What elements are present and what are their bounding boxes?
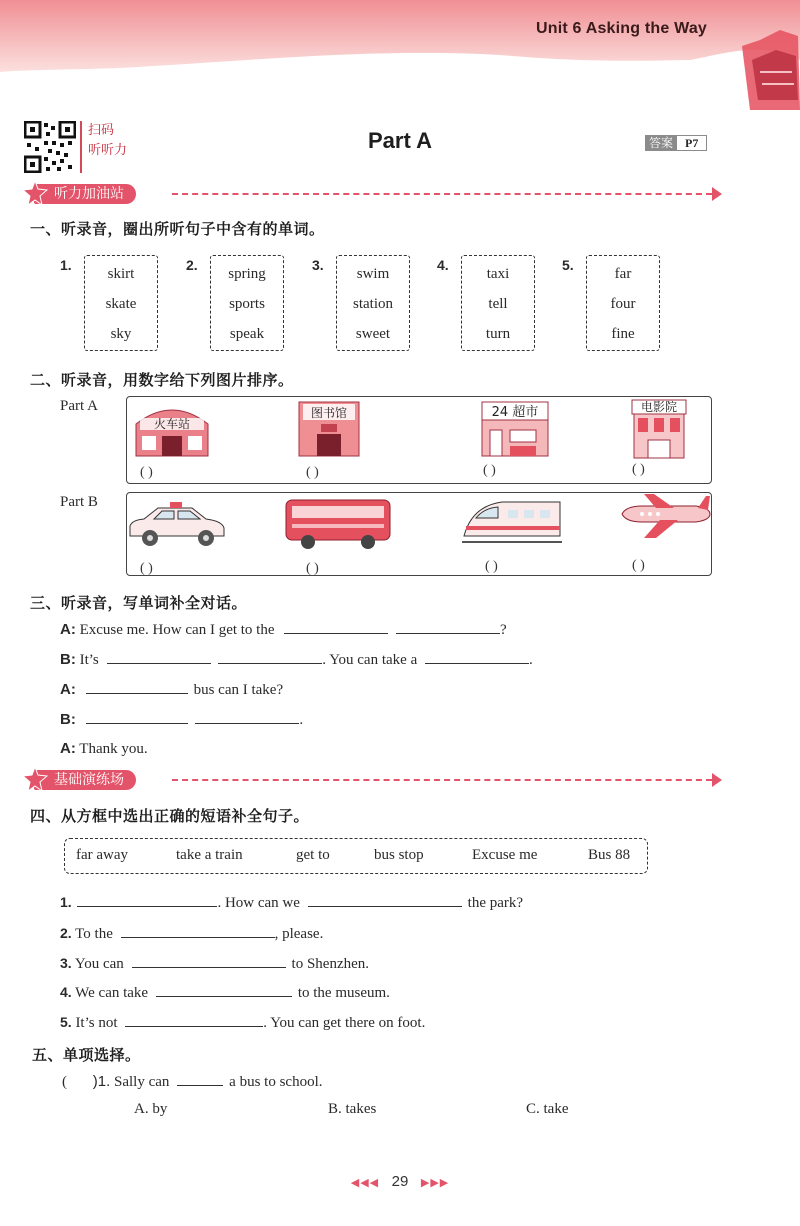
station-sign: 火车站: [153, 417, 191, 431]
answer-blank[interactable]: [195, 712, 299, 724]
answer-blank[interactable]: [86, 712, 188, 724]
sentence-text: It’s not: [71, 1015, 118, 1031]
bullet-train-image[interactable]: [462, 496, 562, 546]
sentence-text: We can take: [71, 985, 149, 1001]
phrase-option[interactable]: bus stop: [374, 847, 424, 863]
taxi-image[interactable]: [126, 500, 228, 548]
cinema-image[interactable]: [630, 398, 688, 460]
sentence-item: [60, 925, 323, 943]
answer-blank[interactable]: [86, 682, 188, 694]
section-banner-practice: [22, 769, 722, 791]
sentence-item: [60, 984, 390, 1002]
question-3-title: 三、听录音，写单词补全对话。: [30, 594, 248, 612]
word-option[interactable]: far: [614, 266, 632, 282]
answer-key-label: 答案: [645, 135, 677, 151]
item-number: 5.: [60, 1014, 72, 1030]
answer-key-chip: [645, 135, 707, 151]
phrase-option[interactable]: take a train: [176, 847, 243, 863]
answer-blank[interactable]: [156, 985, 292, 997]
star-icon: [22, 766, 48, 792]
sentence-text: You can: [71, 956, 124, 972]
answer-blank[interactable]: [121, 926, 275, 938]
choice-option[interactable]: A. by: [134, 1101, 168, 1117]
answer-paren[interactable]: ( ): [306, 561, 319, 576]
answer-blank[interactable]: [396, 622, 500, 634]
answer-blank[interactable]: [132, 956, 286, 968]
speaker-label: A:: [60, 740, 76, 757]
part-b-label: Part B: [60, 494, 98, 510]
speaker-label: A:: [60, 681, 76, 698]
library-sign: 图书馆: [310, 406, 348, 420]
group-number: 4.: [437, 257, 449, 273]
item-number: 4.: [60, 984, 72, 1000]
question-5-title: 五、单项选择。: [32, 1046, 141, 1064]
answer-paren[interactable]: ( ): [140, 465, 153, 480]
dialogue-text: .: [528, 652, 533, 668]
dialogue-text: ?: [500, 622, 507, 638]
word-option[interactable]: sports: [229, 296, 265, 312]
word-option[interactable]: fine: [611, 326, 635, 342]
dialogue-text: Excuse me. How can I get to the: [75, 622, 275, 638]
sentence-text: . How can we: [217, 895, 300, 911]
banner-label: 基础演练场: [34, 770, 136, 790]
answer-blank[interactable]: [177, 1074, 223, 1086]
group-number: 3.: [312, 257, 324, 273]
header-band: [0, 0, 800, 110]
dialogue-text: Thank you.: [75, 741, 148, 757]
supermarket-image[interactable]: [480, 400, 550, 458]
banner-divider: [172, 193, 712, 195]
item-number: 2.: [60, 925, 72, 941]
word-option[interactable]: taxi: [486, 266, 510, 282]
question-4-title: 四、从方框中选出正确的短语补全句子。: [30, 807, 310, 825]
item-text: a bus to school.: [229, 1074, 323, 1090]
word-box: [84, 255, 158, 351]
sentence-text: to Shenzhen.: [291, 956, 370, 972]
bus-image[interactable]: [284, 496, 392, 550]
choice-option[interactable]: C. take: [526, 1101, 569, 1117]
item-number: 3.: [60, 955, 72, 971]
answer-paren-open[interactable]: (: [62, 1074, 67, 1090]
word-option[interactable]: station: [353, 296, 393, 312]
page-footer: [0, 1173, 800, 1190]
answer-blank[interactable]: [218, 652, 322, 664]
dialogue-line: [60, 681, 283, 699]
star-icon: [22, 180, 48, 206]
question-2-title: 二、听录音，用数字给下列图片排序。: [30, 371, 294, 389]
item-text: Sally can: [110, 1074, 170, 1090]
sentence-text: . You can get there on foot.: [263, 1015, 426, 1031]
page-title: Part A: [368, 128, 432, 153]
library-image[interactable]: [297, 400, 361, 458]
answer-paren[interactable]: ( ): [632, 462, 645, 477]
choice-option[interactable]: B. takes: [328, 1101, 377, 1117]
banner-label: 听力加油站: [34, 184, 136, 204]
dialogue-line: [60, 711, 303, 729]
answer-paren[interactable]: ( ): [140, 561, 153, 576]
group-number: 2.: [186, 257, 198, 273]
answer-blank[interactable]: [284, 622, 388, 634]
speaker-label: B:: [60, 651, 76, 668]
word-option[interactable]: tell: [488, 296, 508, 312]
triangle-left-icon: ◀◀◀: [350, 1177, 380, 1189]
item-number: 1.: [60, 894, 72, 910]
section-banner-listening: [22, 183, 722, 205]
sentence-item: [60, 894, 523, 912]
answer-blank[interactable]: [125, 1015, 263, 1027]
word-box: [336, 255, 410, 351]
phrase-option[interactable]: Bus 88: [588, 847, 631, 863]
sentence-text: To the: [71, 926, 113, 942]
answer-blank[interactable]: [107, 652, 211, 664]
answer-paren[interactable]: ( ): [632, 558, 645, 573]
phrase-option[interactable]: Excuse me: [472, 847, 538, 863]
arrow-right-icon: [712, 187, 722, 201]
group-number: 5.: [562, 257, 574, 273]
choice-item: [62, 1073, 323, 1091]
dialogue-text: It’s: [75, 652, 99, 668]
word-box: [461, 255, 535, 351]
word-option[interactable]: speak: [229, 326, 265, 342]
scan-tag-line2: 听听力: [88, 143, 128, 158]
word-box: [210, 255, 284, 351]
word-option[interactable]: sweet: [355, 326, 391, 342]
train-station-image[interactable]: [132, 400, 212, 458]
cinema-sign: 电影院: [640, 400, 678, 414]
answer-key-page: P7: [677, 135, 707, 151]
page-number: 29: [391, 1173, 409, 1190]
answer-paren[interactable]: ( ): [483, 463, 496, 478]
picture-strip-a: [126, 396, 712, 484]
dialogue-line: [60, 651, 533, 669]
airplane-image[interactable]: [616, 492, 712, 540]
arrow-right-icon: [712, 773, 722, 787]
supermarket-sign: 24 超市: [491, 405, 539, 420]
sentence-text: the park?: [467, 895, 524, 911]
sentence-text: , please.: [274, 926, 324, 942]
triangle-right-icon: ▶▶▶: [420, 1177, 450, 1189]
dialogue-line: [60, 740, 148, 758]
answer-paren[interactable]: ( ): [485, 559, 498, 574]
dialogue-line: [60, 621, 507, 639]
word-option[interactable]: skate: [105, 296, 137, 312]
word-option[interactable]: swim: [356, 266, 390, 282]
sentence-item: [60, 955, 369, 973]
phrase-box: [64, 838, 648, 874]
phrase-option[interactable]: get to: [296, 847, 330, 863]
scan-tag-line1: 扫码: [88, 123, 115, 138]
group-number: 1.: [60, 257, 72, 273]
word-option[interactable]: spring: [228, 266, 266, 282]
sentence-text: to the museum.: [297, 985, 390, 1001]
dialogue-text: bus can I take?: [193, 682, 284, 698]
dialogue-text: . You can take a: [322, 652, 418, 668]
answer-slot[interactable]: [71, 1074, 93, 1086]
dialogue-text: .: [299, 712, 304, 728]
part-a-label: Part A: [60, 398, 98, 414]
item-number: )1.: [92, 1073, 111, 1090]
word-option[interactable]: skirt: [107, 266, 135, 282]
unit-title: Unit 6 Asking the Way: [536, 20, 708, 37]
speaker-label: B:: [60, 711, 76, 728]
answer-blank[interactable]: [308, 895, 462, 907]
answer-blank[interactable]: [77, 895, 217, 907]
speaker-label: A:: [60, 621, 76, 638]
phrase-option[interactable]: far away: [76, 847, 129, 863]
banner-divider: [172, 779, 712, 781]
answer-blank[interactable]: [425, 652, 529, 664]
word-box: [586, 255, 660, 351]
word-option[interactable]: sky: [110, 326, 132, 342]
word-option[interactable]: four: [610, 296, 636, 312]
answer-paren[interactable]: ( ): [306, 465, 319, 480]
word-option[interactable]: turn: [485, 326, 511, 342]
question-1-title: 一、听录音，圈出所听句子中含有的单词。: [30, 220, 325, 238]
sentence-item: [60, 1014, 425, 1032]
